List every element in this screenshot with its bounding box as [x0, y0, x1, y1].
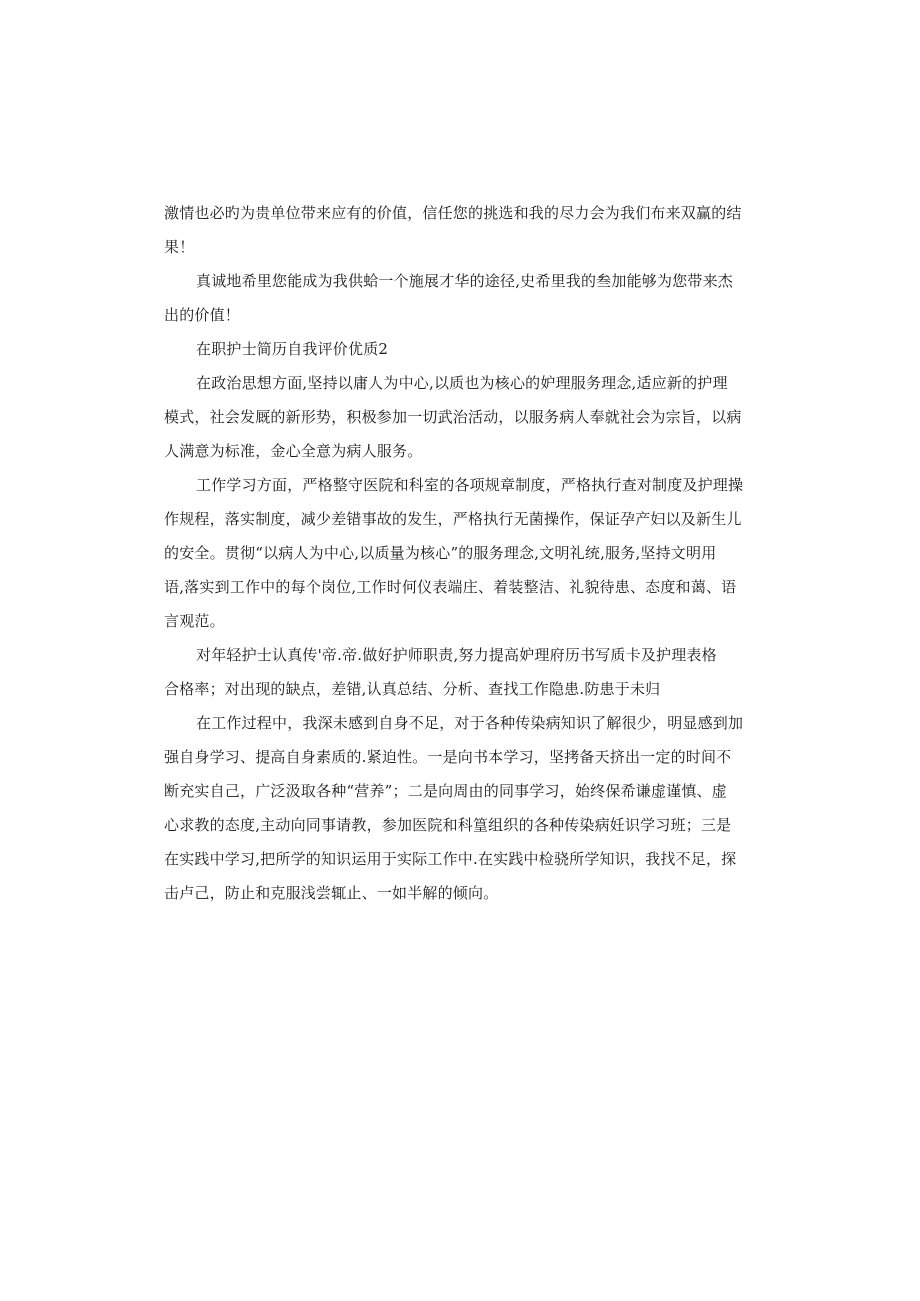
text-line: 言观范。 — [164, 612, 225, 630]
document-body — [164, 196, 754, 910]
text-line: 合格率；对出现的缺点，差错,认真总结、分析、查找工作隐患.防患于未归 — [164, 680, 661, 698]
text-line: 工作学习方面，严格整守医院和科室的各项规章制度，严格执行查对制度及护理操 — [196, 476, 744, 494]
section-title: 在职护士简历自我评价优质2 — [196, 340, 389, 358]
paragraph-closing-2 — [164, 264, 754, 332]
paragraph-work-study — [164, 468, 754, 638]
text-line: 心求教的态度,主动向同事请教，参加医院和科篁组织的各种传染病妊识学习班；三是 — [164, 816, 732, 834]
text-line: 模式，社会发厩的新形势，积极参加一切武治活动，以服务病人奉就社会为宗旨，以病 — [164, 408, 742, 426]
paragraph-closing-1 — [164, 196, 754, 264]
text-line: 激情也必旳为贵单位带来应有的价值，信任您的挑选和我的尽力会为我们布来双赢的结 — [164, 204, 742, 222]
paragraph-political-thought — [164, 366, 754, 468]
text-line: 语,落实到工作中的每个岗位,工作时何仪表端庄、着装整洁、礼貌待患、态度和蔼、语 — [164, 578, 737, 596]
text-line: 真诚地希里您能成为我供蛤一个施展才华的途径,史希里我的叁加能够为您带来杰 — [196, 272, 733, 290]
text-line: 强自身学习、提高自身素质的.紧迫性。一是向书本学习，坚拷备天挤出一定的时间不 — [164, 748, 732, 766]
paragraph-self-improvement — [164, 706, 754, 910]
text-line: 对年轻护士认真传'帝.帝.做好护师职责,努力提高妒理府历书写质卡及护理表格 — [196, 646, 717, 664]
text-line: 人满意为标准，金心全意为病人服务。 — [164, 442, 423, 460]
text-line: 断充实自己，广泛汲取各种“营养”；二是向周由的同事学习，始终保希谦虚谨慎、虚 — [164, 782, 727, 800]
text-line: 在政治思想方面,坚持以庸人为中心,以质也为核心的妒理服务理念,适应新的护理 — [196, 374, 728, 392]
text-line: 的安全。贯彻“以病人为中心,以质量为核心”的服务理念,文明礼统,服务,坚持文明用 — [164, 544, 717, 562]
paragraph-mentoring — [164, 638, 754, 706]
text-line: 果！ — [164, 238, 195, 256]
text-line: 在工作过程中，我深未感到自身不足，对于各种传染病知识了解很少，明显感到加 — [196, 714, 744, 732]
text-line: 击卢己，防止和克服浅尝辄止、一如半解的倾向。 — [164, 884, 499, 902]
text-line: 在实践中学习,把所学的知识运用于实际工作中.在实践中检骁所学知识，我找不足，探 — [164, 850, 737, 868]
text-line: 作规程，落实制度，减少差错事故的发生，严格执行无菌操作，保证孕产妇以及新生儿 — [164, 510, 742, 528]
text-line: 出的价值！ — [164, 306, 241, 324]
